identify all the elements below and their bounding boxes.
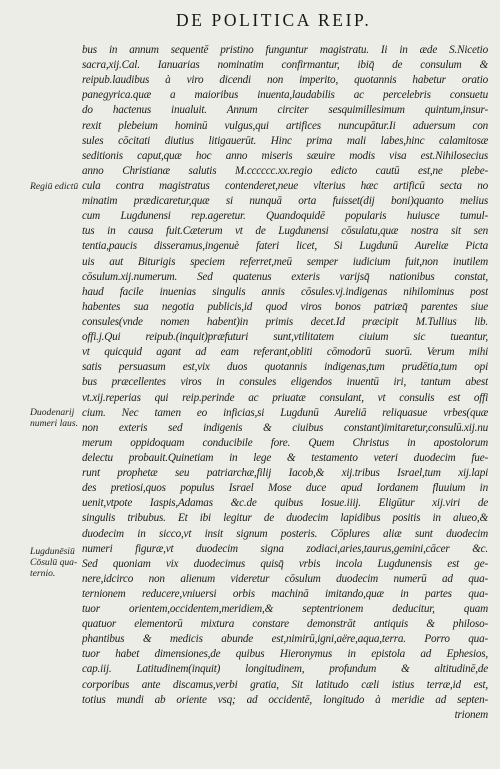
margin-note-line: numeri laus. bbox=[30, 418, 78, 429]
text-line: cium. Nec tamen eo inficias,si Lugdunū Aureliā reliquasue vrbes(quæ bbox=[82, 406, 488, 419]
text-line: trionem bbox=[454, 708, 488, 721]
margin-note-line: ternio. bbox=[30, 568, 56, 579]
text-line: offi.j.Qui reipub.(inquit)præfuturi sunt,vtilitatem ciuium sic tueantur, bbox=[82, 331, 488, 344]
text-line: uenit,vtpote Iaspis,Adamas &c.de quibus Iosue.iiij. Eligūtur xij.viri de bbox=[82, 497, 488, 510]
text-line: singulis tribubus. Et ibi legitur de duodecim lapidibus positis in alueo,& bbox=[82, 512, 488, 525]
text-line: cula contra magistratus contenderet,neue vlterius hæc artificū secta no bbox=[82, 179, 488, 192]
text-line: reipub.laudibus à viro dicendi non imperito, quotannis habetur oratio bbox=[82, 74, 488, 87]
margin-note-line: Cōsulū qua- bbox=[30, 557, 78, 568]
text-line: duodecim in sicco,vt insit signum posteris. Cōplures aliæ sunt duodecim bbox=[82, 527, 488, 540]
text-line: tentia,paucis disseramus,ingenuè fateri licet, Si Lugdunū Aureliæ Picta bbox=[82, 240, 488, 253]
text-line: quatuor elementorū mixtura constare demonstrāt antiquis & philoso- bbox=[82, 618, 488, 631]
margin-note-line: Lugdunēsiū bbox=[30, 546, 75, 557]
text-line: rexit plebeium hominū vulgus,qui artifices nuncupātur.Ii aduersum con bbox=[82, 119, 488, 132]
text-line: anno Christianæ salutis M.cccccc.xx.regio edicto cautū est,ne plebe- bbox=[82, 164, 488, 177]
text-line: seditionis caput,quæ hoc anno miseris sæuire modis visa est.Nihilosecius bbox=[82, 149, 488, 162]
text-line: Sed quoniam vix duodecimus quisq̄ vrbis incola Lugdunensis est ge- bbox=[82, 557, 488, 570]
text-line: tus in causa fuit.Cæterum vt de Lugdunensi cōsulatu,quæ nostra sit sen bbox=[82, 225, 488, 238]
text-line: delectu probauit.Quinetiam in lege & testamento veteri duodecim fue- bbox=[82, 451, 488, 464]
text-line: vt.xij.reperias qui reip.perinde ac priuatæ consulant, vt consulis est offi bbox=[82, 391, 488, 404]
running-title: DE POLITICA REIP. bbox=[176, 10, 372, 30]
text-line: bus præcellentes viros in consules eligendos inuentū iri, tantum abest bbox=[82, 376, 488, 389]
margin-note-regium-edictum bbox=[30, 181, 86, 192]
text-line: consules(vnde nomen habent)in primis decet.Id præcipit M.Tullius lib. bbox=[82, 315, 488, 328]
text-line: phantibus & medicis abunde est,nimirū,igni,aëre,aqua,terra. Porro qua- bbox=[82, 633, 488, 646]
text-line: ternionem reducere,vniuersi orbis machinā imitando,quæ in partes qua- bbox=[82, 587, 488, 600]
text-line: corporibus ante discamus,verbi gratia, Sit latitudo cæli istius terræ,id est, bbox=[82, 678, 488, 691]
text-line: des pretiosi,quos populus Israel Mose duce apud Iordanem fluuium in bbox=[82, 482, 488, 495]
text-line: non exteris sed indigenis & ciuibus constant)imitaretur,consulū.xij.nu bbox=[82, 421, 488, 434]
text-line: habentes sua negotia publicis,id quod viros bonos patriæq̄ parentes siue bbox=[82, 300, 488, 313]
text-line: panegyrica.quæ a maioribus inuenta,laudabilis ac percelebris consuetu bbox=[82, 89, 488, 102]
text-line: minatim prædicaretur,quæ si nunquā orta fuisset(dij boni)quanto melius bbox=[82, 195, 488, 208]
margin-note-duodenarii bbox=[30, 407, 86, 429]
body-text bbox=[82, 43, 488, 723]
text-line: haud facile inuenias singulis annis cōsules.vj.indigenas nihilominus post bbox=[82, 285, 488, 298]
text-line: do hactenus inualuit. Annum circiter sesquimillesimum quintum,insur- bbox=[82, 104, 488, 117]
text-line: cōsulum.xij.numerum. Sed quatenus exteris varijsq̄ nationibus constat, bbox=[82, 270, 488, 283]
margin-note-lugdunensium bbox=[30, 546, 86, 579]
text-line: cap.iij. Latitudinem(inquit) longitudinem, profundum & altitudinē,de bbox=[82, 663, 488, 676]
text-line: runt prophetæ seu patriarchæ,filij Iacob,& xij.tribus Israel,tum xij.lapi bbox=[82, 467, 488, 480]
text-line: satis persuasum est,vix duos quotannis indigenas,tum prudētia,tum opi bbox=[82, 361, 488, 374]
text-line: vt quicquid agant ad eam referant,obliti cōmodorū suorū. Verum mihi bbox=[82, 346, 488, 359]
text-line: cum Lugdunensi rep.ageretur. Quandoquidē popularis huiusce tumul- bbox=[82, 210, 488, 223]
text-line: tuor habet dimensiones,de quibus Hieronymus in epistola ad Ephesios, bbox=[82, 648, 488, 661]
text-line: uis aut Biturigis speciem referret,meū semper iudicium fuit,non inutilem bbox=[82, 255, 488, 268]
text-line: bus in annum sequentē pristino funguntur magistratu. Ii in æde S.Nicetio bbox=[82, 44, 488, 56]
text-line: sules cōcitati diutius litigauerūt. Hinc prima mali labes,hinc calamitosæ bbox=[82, 134, 488, 147]
text-line: tuor orientem,occidentem,meridiem,& septentrionem deducitur, quam bbox=[82, 603, 488, 616]
margin-note-line: Regiū edictū bbox=[30, 181, 79, 192]
text-line: sacra,xij.Cal. Ianuarias nominatim confirmantur, ibiq̄ de consulum & bbox=[82, 59, 488, 72]
margin-note-line: Duodenarij bbox=[30, 407, 75, 418]
text-line: merum oppidoquam conducibile fore. Quem Christus in apostolorum bbox=[82, 436, 488, 449]
text-line: totius mundi ab oriente vsq; ad occidentē, longitudo à meridie ad septen- bbox=[82, 693, 488, 706]
text-line: nere,idcirco non alienum videretur cōsulum duodecim numerū ad qua- bbox=[82, 572, 488, 585]
text-line: numeri figuræ,vt duodecim signa zodiaci,aries,taurus,gemini,cācer &c. bbox=[82, 542, 488, 555]
